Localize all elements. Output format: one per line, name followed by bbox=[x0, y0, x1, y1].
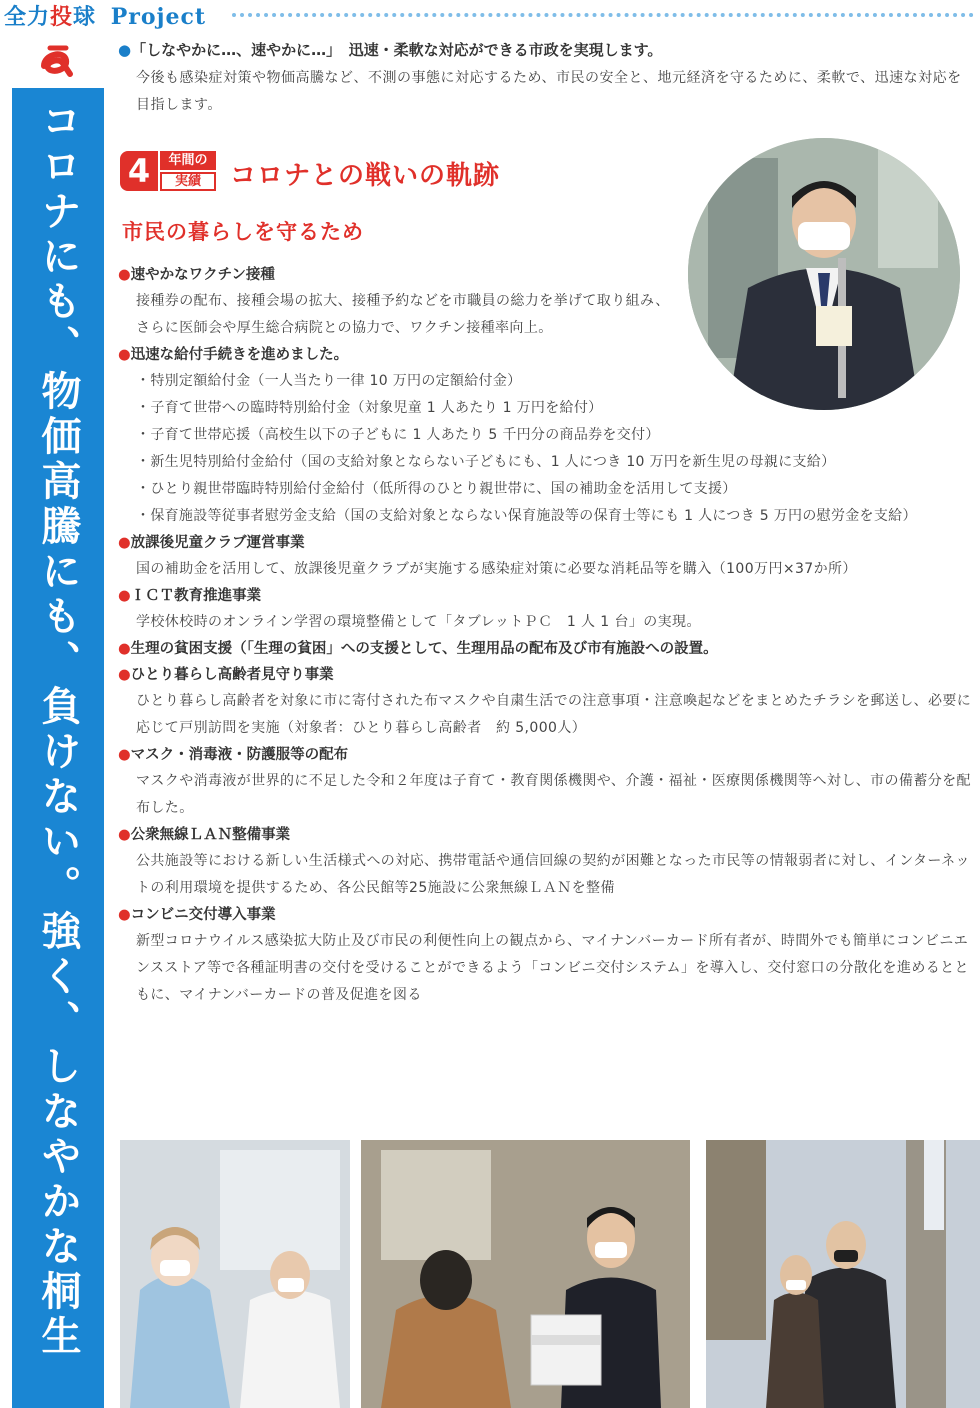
list-item bbox=[118, 583, 980, 636]
donation-illustration bbox=[361, 1140, 690, 1408]
benefit-sub-list bbox=[118, 368, 980, 530]
achievements-list bbox=[118, 262, 980, 1009]
header-title-part3: 球 bbox=[73, 4, 97, 30]
item-title: ●生理の貧困支援（「生理の貧困」への支援として、生理用品の配布及び市有施設への設置。 bbox=[118, 641, 718, 657]
item-title: ●マスク・消毒液・防護服等の配布 bbox=[118, 747, 349, 763]
header-title bbox=[4, 0, 206, 31]
item-title: ●放課後児童クラブ運営事業 bbox=[118, 535, 305, 551]
header-title-part2: 投 bbox=[50, 4, 74, 30]
badge-top-label: 年間の bbox=[160, 151, 216, 170]
item-body: 公共施設等における新しい生活様式への対応、携帯電話や通信回線の契約が困難となった市民等の情報弱者に対し、インターネットの利用環境を提供するため、各公民館等25施設に公衆無線ＬＡＮを整備 bbox=[136, 853, 970, 896]
list-item bbox=[118, 342, 980, 530]
item-title: ●コンビニ交付導入事業 bbox=[118, 907, 276, 923]
item-title: ●ひとり暮らし高齢者見守り事業 bbox=[118, 667, 334, 683]
item-body: 学校休校時のオンライン学習の環境整備として「タブレットＰＣ 1 人 1 台」の実現。 bbox=[136, 614, 701, 630]
badge-number: 4 bbox=[120, 151, 158, 191]
sub-list-item: ・ 新生児特別給付金給付（国の支給対象とならない子どもにも、1 人につき 10 万円を新生児の母親に支給） bbox=[136, 449, 980, 476]
supply-donation-photo bbox=[361, 1140, 690, 1408]
brand-logo-icon bbox=[36, 40, 76, 80]
list-item bbox=[118, 530, 980, 583]
intro-bullet: ● bbox=[118, 41, 132, 59]
intro-heading-text: 「しなやかに…、速やかに…」 迅速・柔軟な対応ができる市政を実現します。 bbox=[131, 41, 663, 59]
sub-list-item: ・ ひとり親世帯臨時特別給付金給付（低所得のひとり親世帯に、国の補助金を活用して支援） bbox=[136, 476, 980, 503]
list-item bbox=[118, 822, 980, 902]
sub-list-item: ・ 子育て世帯への臨時特別給付金（対象児童 1 人あたり 1 万円を給付） bbox=[136, 395, 980, 422]
sidebar-slogan: コロナにも、物価高騰にも、負けない。強く、しなやかな桐生 bbox=[35, 100, 81, 1360]
vaccination-illustration bbox=[120, 1140, 350, 1408]
header-dotted-rule bbox=[232, 13, 974, 17]
section-title: コロナとの戦いの軌跡 bbox=[230, 161, 501, 191]
section-subtitle: 市民の暮らしを守るため bbox=[122, 220, 364, 244]
intro-heading bbox=[118, 38, 968, 62]
intro-block bbox=[118, 38, 968, 119]
street-visit-photo bbox=[706, 1140, 980, 1408]
item-body: マスクや消毒液が世界的に不足した令和２年度は子育て・教育関係機関や、介護・福祉・医療関係機関等へ対し、市の備蓄分を配布した。 bbox=[136, 773, 971, 816]
sub-list-item: ・ 特別定額給付金（一人当たり一律 10 万円の定額給付金） bbox=[136, 368, 980, 395]
item-body: 国の補助金を活用して、放課後児童クラブが実施する感染症対策に必要な消耗品等を購入（100万円×37か所） bbox=[136, 561, 857, 577]
item-body: 新型コロナウイルス感染拡大防止及び市民の利便性向上の観点から、マイナンバーカード所有者が、時間外でも簡単にコンビニエンスストア等で各種証明書の交付を受けることができるよう「コンビニ交付システム」を導入し、交付窓口の分散化を進めるとともに、マイナンバーカードの普及促進を図る bbox=[136, 933, 969, 1003]
badge-bottom-label: 実績 bbox=[160, 172, 216, 191]
list-item bbox=[118, 262, 980, 342]
list-item bbox=[118, 636, 980, 662]
list-item bbox=[118, 902, 980, 1009]
item-title: ●ＩＣＴ教育推進事業 bbox=[118, 588, 262, 604]
header-title-part1: 全力 bbox=[4, 4, 51, 30]
sidebar-slogan-band bbox=[12, 88, 104, 1408]
item-title: ●迅速な給付手続きを進めました。 bbox=[118, 347, 349, 363]
vaccination-photo bbox=[120, 1140, 350, 1408]
intro-body: 今後も感染症対策や物価高騰など、不測の事態に対応するため、市民の安全と、地元経済を守るために、柔軟で、迅速な対応を目指します。 bbox=[136, 70, 962, 113]
item-title: ●速やかなワクチン接種 bbox=[118, 267, 275, 283]
sub-list-item: ・ 子育て世帯応援（高校生以下の子どもに 1 人あたり 5 千円分の商品券を交付） bbox=[136, 422, 980, 449]
list-item bbox=[118, 742, 980, 822]
list-item bbox=[118, 662, 980, 742]
street-illustration bbox=[706, 1140, 980, 1408]
sub-list-item: ・ 保育施設等従事者慰労金支給（国の支給対象とならない保育施設等の保育士等にも 1 人につき 5 万円の慰労金を支給） bbox=[136, 503, 980, 530]
years-badge bbox=[120, 151, 218, 195]
item-body: ひとり暮らし高齢者を対象に市に寄付された布マスクや自粛生活での注意事項・注意喚起などをまとめたチラシを郵送し、必要に応じて戸別訪問を実施（対象者：ひとり暮らし高齢者 約 5,000人） bbox=[136, 693, 972, 736]
page-header bbox=[0, 0, 980, 30]
item-title: ●公衆無線ＬＡＮ整備事業 bbox=[118, 827, 291, 843]
header-title-project: Project bbox=[110, 4, 207, 30]
item-body: 接種券の配布、接種会場の拡大、接種予約などを市職員の総力を挙げて取り組み、さらに医師会や厚生総合病院との協力で、ワクチン接種率向上。 bbox=[136, 293, 670, 336]
